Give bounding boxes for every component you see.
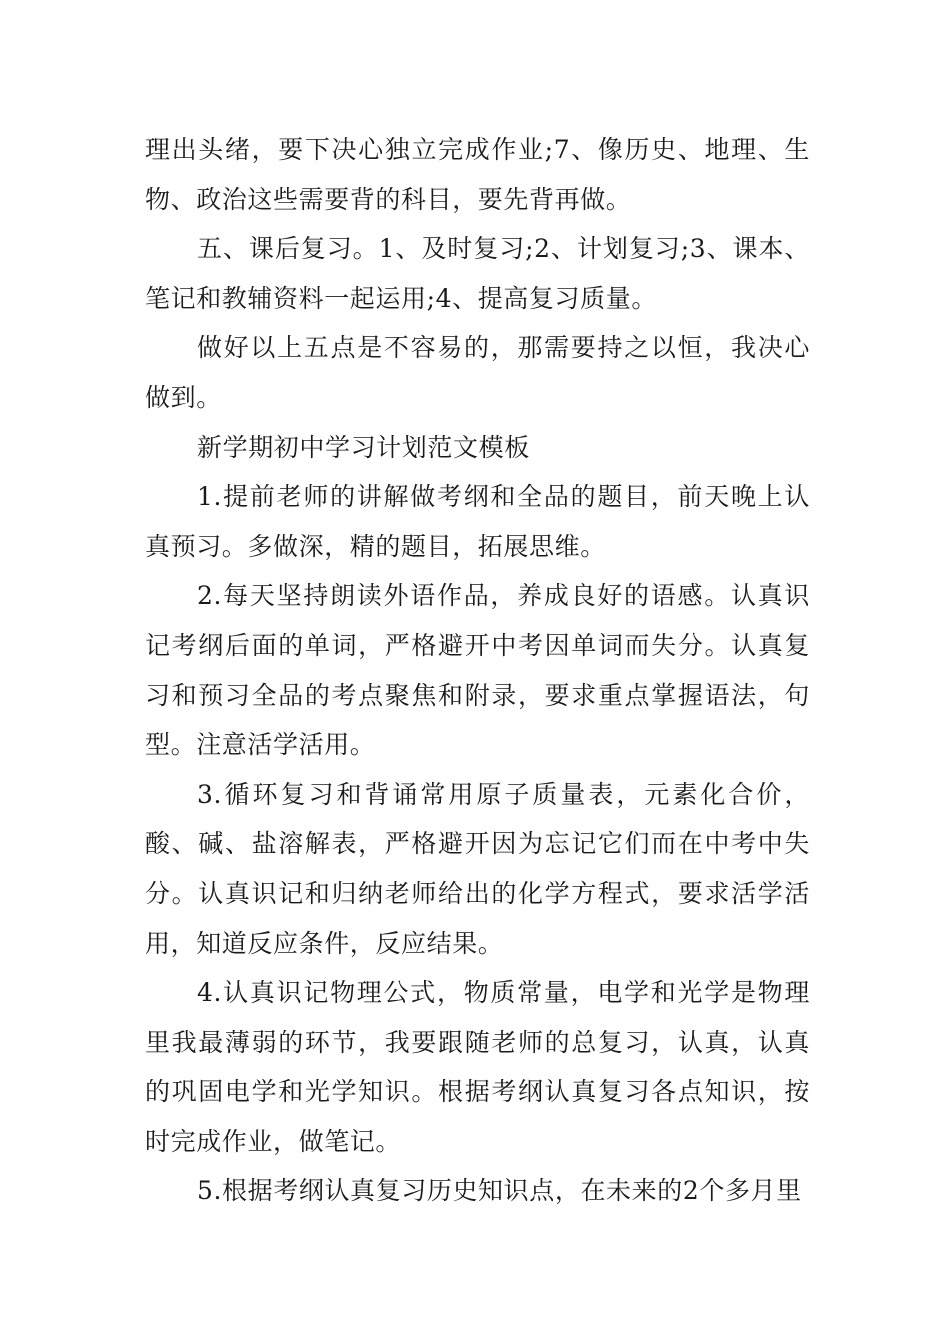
document-body (145, 125, 810, 1216)
paragraph-item-5: 5.根据考纲认真复习历史知识点，在未来的2个多月里 (197, 1176, 802, 1206)
paragraph-after-class-review: 五、课后复习。1、及时复习;2、计划复习;3、课本、笔记和教辅资料一起运用;4、提高复习质量。 (145, 234, 810, 313)
paragraph-item-3: 3.循环复习和背诵常用原子质量表，元素化合价，酸、碱、盐溶解表，严格避开因为忘记它们而在中考中失分。认真识记和归纳老师给出的化学方程式，要求活学活用，知道反应条件，反应结果。 (145, 779, 810, 958)
paragraph-continuation: 理出头绪，要下决心独立完成作业;7、像历史、地理、生物、政治这些需要背的科目，要先背再做。 (145, 135, 810, 214)
section-heading: 新学期初中学习计划范文模板 (197, 432, 530, 462)
paragraph-item-4: 4.认真识记物理公式，物质常量，电学和光学是物理里我最薄弱的环节，我要跟随老师的总复习，认真，认真的巩固电学和光学知识。根据考纲认真复习各点知识，按时完成作业，做笔记。 (145, 978, 810, 1156)
paragraph-resolution: 做好以上五点是不容易的，那需要持之以恒，我决心做到。 (145, 333, 810, 412)
paragraph-item-1: 1.提前老师的讲解做考纲和全品的题目，前天晚上认真预习。多做深，精的题目，拓展思维。 (145, 482, 810, 561)
paragraph-item-2: 2.每天坚持朗读外语作品，养成良好的语感。认真识记考纲后面的单词，严格避开中考因单词而失分。认真复习和预习全品的考点聚焦和附录，要求重点掌握语法，句型。注意活学活用。 (145, 581, 810, 760)
